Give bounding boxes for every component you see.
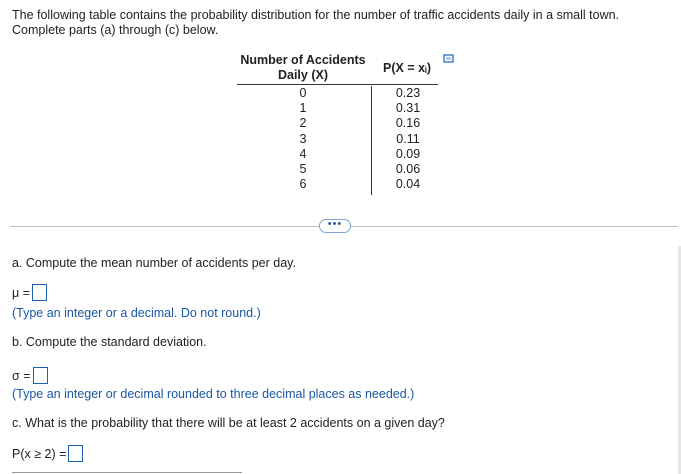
- p-value-cell: 0.06: [395, 162, 421, 177]
- table-column-divider: [371, 86, 372, 195]
- p-value-cell: 0.31: [395, 101, 421, 116]
- col-x-header-line2: Daily (X): [277, 68, 328, 82]
- intro-line-1: The following table contains the probability distribution for the number of traffic accidents daily in a small town.: [12, 8, 620, 22]
- col-x-header-line1: Number of Accidents: [240, 53, 366, 67]
- part-c-question: c. What is the probability that there will be at least 2 accidents on a given day?: [12, 416, 445, 430]
- part-b-hint: (Type an integer or decimal rounded to three decimal places as needed.): [12, 387, 415, 401]
- sigma-label: σ =: [12, 368, 31, 383]
- mean-answer-input[interactable]: [32, 284, 47, 301]
- problem-intro: [12, 8, 672, 38]
- mu-label: μ =: [12, 285, 30, 300]
- col-p-header: P(X = xᵢ): [383, 61, 431, 75]
- copy-icon[interactable]: [443, 53, 455, 65]
- x-value-cell: 6: [299, 177, 307, 192]
- table-header-rule: [237, 84, 438, 85]
- p-value-cell: 0.04: [395, 177, 421, 192]
- part-a-question: a. Compute the mean number of accidents per day.: [12, 256, 296, 270]
- x-value-cell: 2: [299, 116, 307, 131]
- x-value-cell: 5: [299, 162, 307, 177]
- x-value-cell: 1: [299, 101, 307, 116]
- x-value-cell: 0: [299, 86, 307, 100]
- truncated-hint-line: [12, 466, 272, 474]
- intro-line-2: Complete parts (a) through (c) below.: [12, 23, 219, 37]
- more-options-icon: •••: [327, 218, 343, 230]
- x-values-column: [237, 86, 369, 192]
- p-value-cell: 0.23: [395, 86, 421, 100]
- col-x-header: [237, 53, 369, 83]
- part-c-answer-row: [12, 445, 83, 462]
- part-a-answer-row: [12, 284, 47, 301]
- probability-answer-input[interactable]: [68, 445, 83, 462]
- p-values-column: [378, 86, 438, 192]
- more-options-button[interactable]: [319, 219, 351, 233]
- p-value-cell: 0.09: [395, 146, 421, 161]
- x-value-cell: 3: [299, 131, 307, 146]
- std-dev-answer-input[interactable]: [33, 367, 48, 384]
- p-value-cell: 0.16: [395, 116, 421, 131]
- p-value-cell: 0.11: [396, 131, 420, 146]
- part-b-answer-row: [12, 367, 48, 384]
- x-value-cell: 4: [299, 146, 307, 161]
- part-b-question: b. Compute the standard deviation.: [12, 335, 207, 349]
- prob-label: P(x ≥ 2) =: [12, 446, 67, 461]
- part-a-hint: (Type an integer or a decimal. Do not round.): [12, 306, 261, 320]
